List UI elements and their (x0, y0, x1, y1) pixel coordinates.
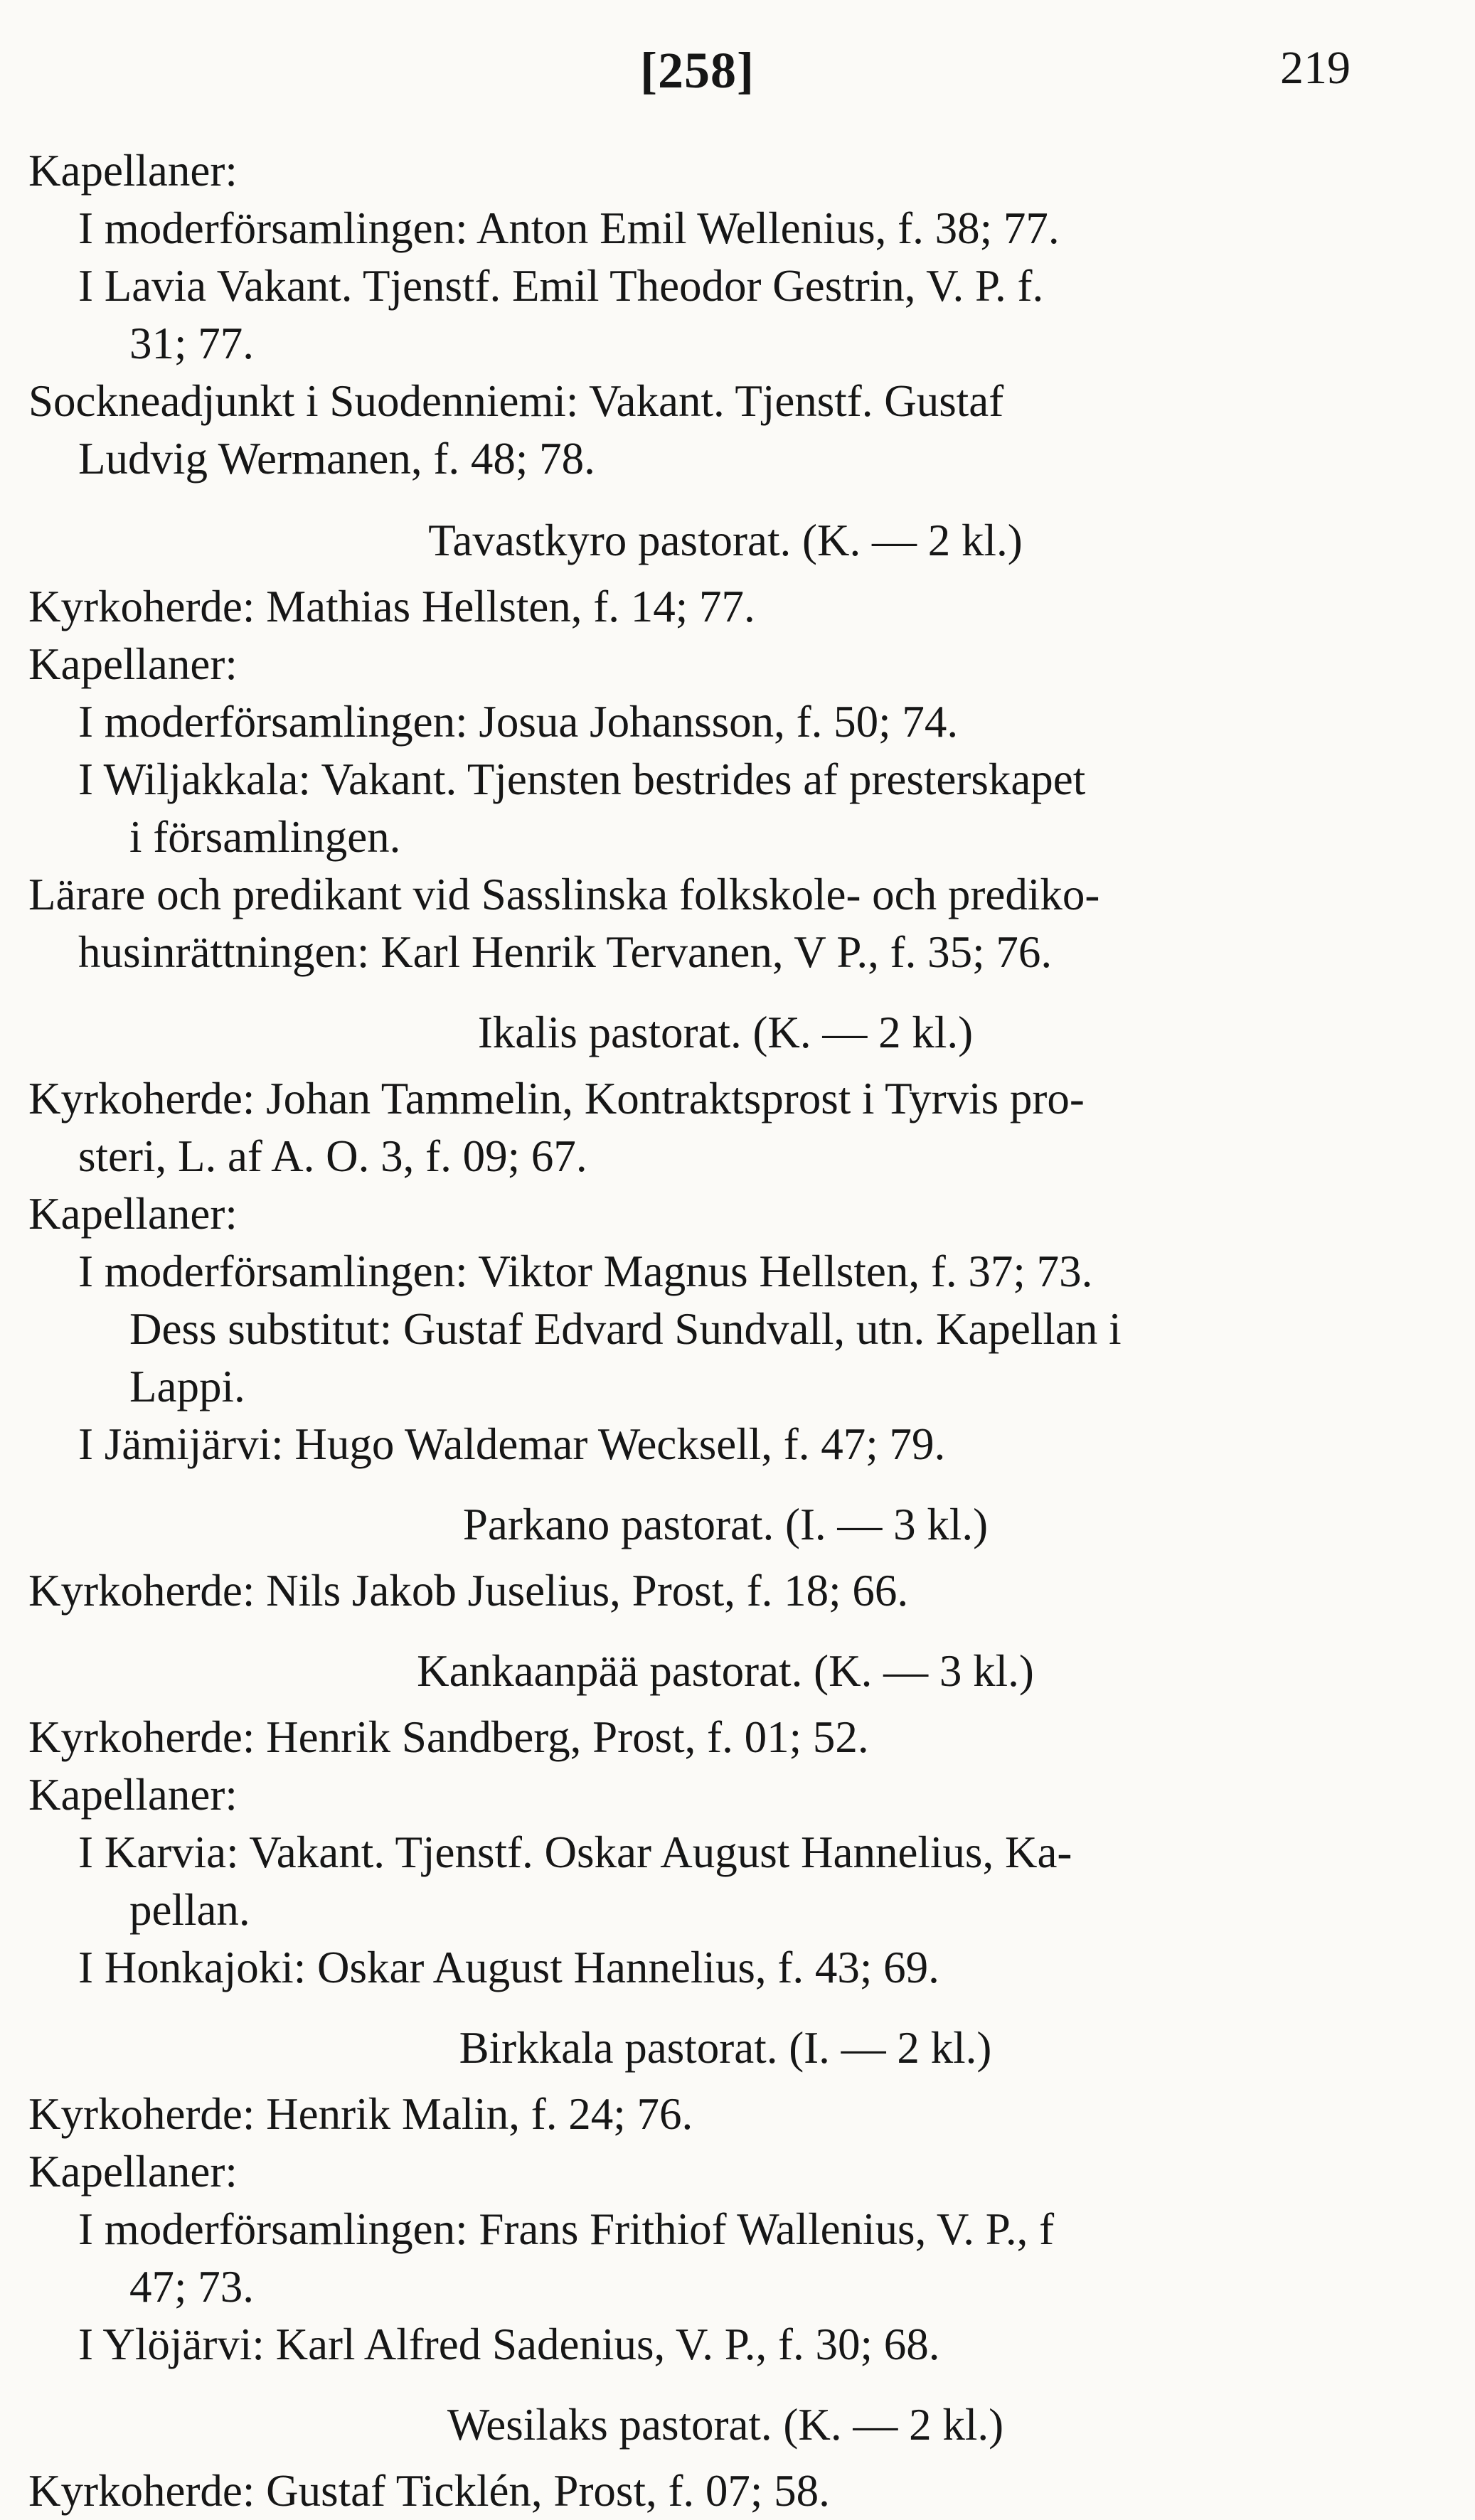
text-line: pellan. (129, 1885, 250, 1935)
text-line: I Jämijärvi: Hugo Waldemar Wecksell, f. 47; 79. (78, 1419, 946, 1469)
section-heading: Ikalis pastorat. (K. — 2 kl.) (477, 1008, 974, 1057)
text-line: Lappi. (129, 1362, 245, 1411)
page-number: 219 (1280, 42, 1351, 94)
running-header (0, 41, 1475, 105)
section-heading: Birkkala pastorat. (I. — 2 kl.) (459, 2023, 992, 2073)
section-heading: Parkano pastorat. (I. — 3 kl.) (462, 1500, 989, 1549)
text-line: Kapellaner: (28, 1189, 238, 1239)
text-line: I Ylöjärvi: Karl Alfred Sadenius, V. P., f. 30; 68. (78, 2319, 940, 2369)
section-heading: Wesilaks pastorat. (K. — 2 kl.) (447, 2400, 1004, 2450)
text-line: Kyrkoherde: Henrik Sandberg, Prost, f. 01; 52. (28, 1712, 869, 1762)
section-heading: Tavastkyro pastorat. (K. — 2 kl.) (428, 516, 1023, 565)
text-line: Kapellaner: (28, 639, 238, 689)
text-line: steri, L. af A. O. 3, f. 09; 67. (78, 1131, 587, 1181)
text-line: 47; 73. (129, 2262, 255, 2312)
text-line: Kyrkoherde: Henrik Malin, f. 24; 76. (28, 2089, 693, 2139)
text-line: Kapellaner: (28, 146, 238, 196)
text-line: I moderförsamlingen: Anton Emil Wellenius, f. 38; 77. (78, 203, 1060, 253)
text-line: husinrättningen: Karl Henrik Tervanen, V P., f. 35; 76. (78, 927, 1053, 977)
text-line: Kyrkoherde: Nils Jakob Juselius, Prost, f. 18; 66. (28, 1566, 909, 1616)
text-line: Sockneadjunkt i Suodenniemi: Vakant. Tjenstf. Gustaf (28, 376, 1004, 426)
text-line: I Lavia Vakant. Tjenstf. Emil Theodor Gestrin, V. P. f. (78, 261, 1044, 311)
bracketed-page-number: [258] (640, 42, 755, 99)
document-body (28, 142, 1422, 2520)
section-heading: Kankaanpää pastorat. (K. — 3 kl.) (417, 1646, 1034, 1696)
text-line: I moderförsamlingen: Viktor Magnus Hellsten, f. 37; 73. (78, 1246, 1093, 1296)
text-line: Kapellaner: (28, 2147, 238, 2196)
text-line: I moderförsamlingen: Josua Johansson, f. 50; 74. (78, 697, 959, 747)
text-line: I moderförsamlingen: Frans Frithiof Wallenius, V. P., f (78, 2204, 1055, 2254)
text-line: I Wiljakkala: Vakant. Tjensten bestrides af presterskapet (78, 754, 1086, 804)
text-line: Lärare och predikant vid Sasslinska folkskole- och prediko- (28, 870, 1100, 919)
text-line: i församlingen. (129, 812, 401, 862)
text-line: Kapellaner: (28, 1770, 238, 1820)
text-line: 31; 77. (129, 319, 255, 368)
text-line: Dess substitut: Gustaf Edvard Sundvall, utn. Kapellan i (129, 1304, 1122, 1354)
text-line: Kyrkoherde: Mathias Hellsten, f. 14; 77. (28, 582, 755, 631)
text-line: Kyrkoherde: Gustaf Ticklén, Prost, f. 07; 58. (28, 2466, 830, 2516)
text-line: I Karvia: Vakant. Tjenstf. Oskar August Hannelius, Ka- (78, 1827, 1072, 1877)
text-line: Ludvig Wermanen, f. 48; 78. (78, 434, 595, 484)
text-line: I Honkajoki: Oskar August Hannelius, f. 43; 69. (78, 1943, 939, 1992)
text-line: Kyrkoherde: Johan Tammelin, Kontraktsprost i Tyrvis pro- (28, 1074, 1085, 1123)
